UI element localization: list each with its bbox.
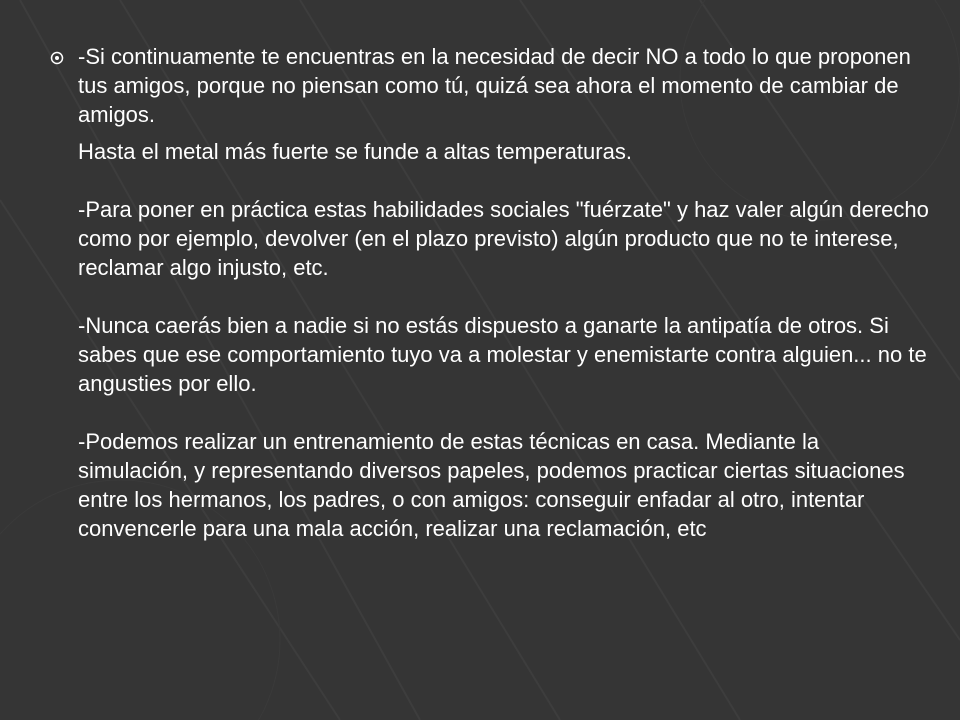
circle-bullet-icon <box>50 42 78 70</box>
first-bullet-text: -Si continuamente te encuentras en la necesidad de decir NO a todo lo que proponen tus amigos, porque no piensan como tú, quizá sea ahora el momento de cambiar de amigos. <box>78 44 911 127</box>
bullet-item <box>50 42 930 129</box>
continuation-text: Hasta el metal más fuerte se funde a altas temperaturas. -Para poner en práctica estas habilidades sociales "fuérzate" y haz valer algún derecho como por ejemplo, devolver (en el plazo previsto) algún producto que no te interese, reclamar algo injusto, etc. -Nunca caerás bien a nadie si no estás dispuesto a ganarte la antipatía de otros. Si sabes que ese comportamiento tuyo va a molestar y enemistarte contra alguien... no te angusties por ello. -Podemos realizar un entrenamiento de estas técnicas en casa. Mediante la simulación, y representando diversos papeles, podemos practicar ciertas situaciones entre los hermanos, los padres, o con amigos: conseguir enfadar al otro, intentar convencerle para una mala acción, realizar una reclamación, etc <box>78 139 929 541</box>
slide-content <box>50 42 930 543</box>
